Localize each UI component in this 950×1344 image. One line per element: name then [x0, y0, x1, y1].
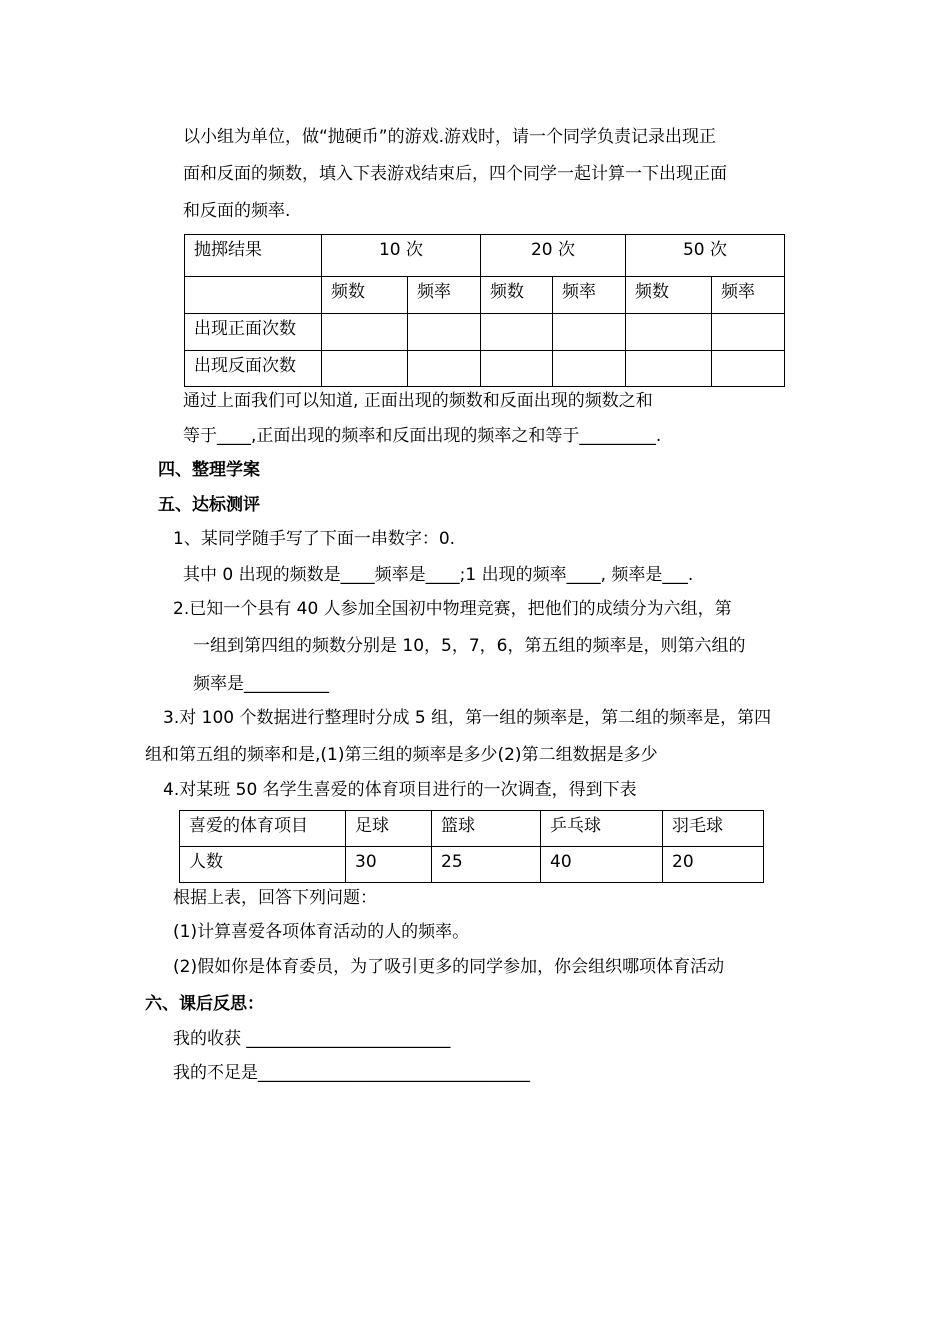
table-cell: [408, 314, 481, 351]
q4-line-3: (1)计算喜爱各项体育活动的人的频率。: [173, 922, 470, 942]
sports-value: 40: [541, 847, 663, 883]
header-result: 抛掷结果: [185, 235, 322, 277]
sports-header: 足球: [346, 811, 432, 847]
intro-line-3: 和反面的频率.: [183, 201, 291, 221]
freq-count-20: 频数: [481, 277, 553, 314]
table-cell: [553, 351, 626, 387]
section-4-heading: 四、整理学案: [158, 460, 260, 480]
table-cell: [626, 314, 712, 351]
reflect-lack: 我的不足是________________________________: [173, 1063, 530, 1083]
header-50: 50 次: [626, 235, 785, 277]
freq-rate-50: 频率: [712, 277, 785, 314]
q2-line-3: 频率是__________: [193, 674, 329, 694]
table-cell: [553, 314, 626, 351]
table-cell: [712, 314, 785, 351]
coin-toss-table: [184, 234, 785, 387]
intro-line-1: 以小组为单位，做“抛硬币”的游戏.游戏时，请一个同学负责记录出现正: [183, 127, 717, 147]
q1-line-2: 其中 0 出现的频数是____频率是____;1 出现的频率____, 频率是___.: [183, 565, 694, 585]
reflect-gain: 我的收获 ________________________: [173, 1029, 451, 1049]
sports-header: 羽毛球: [663, 811, 764, 847]
table-cell: [712, 351, 785, 387]
table-cell: [322, 351, 408, 387]
after-table-line-1: 通过上面我们可以知道, 正面出现的频数和反面出现的频数之和: [183, 391, 653, 411]
empty-cell: [185, 277, 322, 314]
sports-value: 20: [663, 847, 764, 883]
row-heads-label: 出现正面次数: [185, 314, 322, 351]
q4-line-1: 4.对某班 50 名学生喜爱的体育项目进行的一次调查，得到下表: [163, 780, 637, 800]
table-cell: [481, 351, 553, 387]
sports-header: 乒乓球: [541, 811, 663, 847]
table-cell: [481, 314, 553, 351]
q3-line-2: 组和第五组的频率和是,(1)第三组的频率是多少(2)第二组数据是多少: [145, 745, 658, 765]
sports-value: 30: [346, 847, 432, 883]
row-tails-label: 出现反面次数: [185, 351, 322, 387]
section-6-heading: 六、课后反思：: [145, 994, 264, 1014]
q2-line-1: 2.已知一个县有 40 人参加全国初中物理竞赛，把他们的成绩分为六组，第: [173, 599, 732, 619]
intro-line-2: 面和反面的频数，填入下表游戏结束后，四个同学一起计算一下出现正面: [183, 164, 727, 184]
header-20: 20 次: [481, 235, 626, 277]
table-cell: [322, 314, 408, 351]
sports-row-label: 人数: [180, 847, 346, 883]
q4-line-2: 根据上表，回答下列问题：: [173, 888, 377, 908]
section-5-heading: 五、达标测评: [158, 495, 260, 515]
freq-rate-20: 频率: [553, 277, 626, 314]
table-cell: [408, 351, 481, 387]
table-cell: [626, 351, 712, 387]
q4-line-4: (2)假如你是体育委员，为了吸引更多的同学参加，你会组织哪项体育活动: [173, 957, 725, 977]
q3-line-1: 3.对 100 个数据进行整理时分成 5 组，第一组的频率是，第二组的频率是，第四: [163, 708, 772, 728]
sports-value: 25: [432, 847, 541, 883]
freq-count-10: 频数: [322, 277, 408, 314]
q2-line-2: 一组到第四组的频数分别是 10，5，7，6，第五组的频率是，则第六组的: [193, 636, 746, 656]
sports-table: [179, 810, 764, 883]
sports-header: 喜爱的体育项目: [180, 811, 346, 847]
header-10: 10 次: [322, 235, 481, 277]
freq-count-50: 频数: [626, 277, 712, 314]
q1-line-1: 1、某同学随手写了下面一串数字：0.: [173, 529, 456, 549]
sports-header: 篮球: [432, 811, 541, 847]
freq-rate-10: 频率: [408, 277, 481, 314]
after-table-line-2: 等于____,正面出现的频率和反面出现的频率之和等于_________.: [183, 426, 662, 446]
